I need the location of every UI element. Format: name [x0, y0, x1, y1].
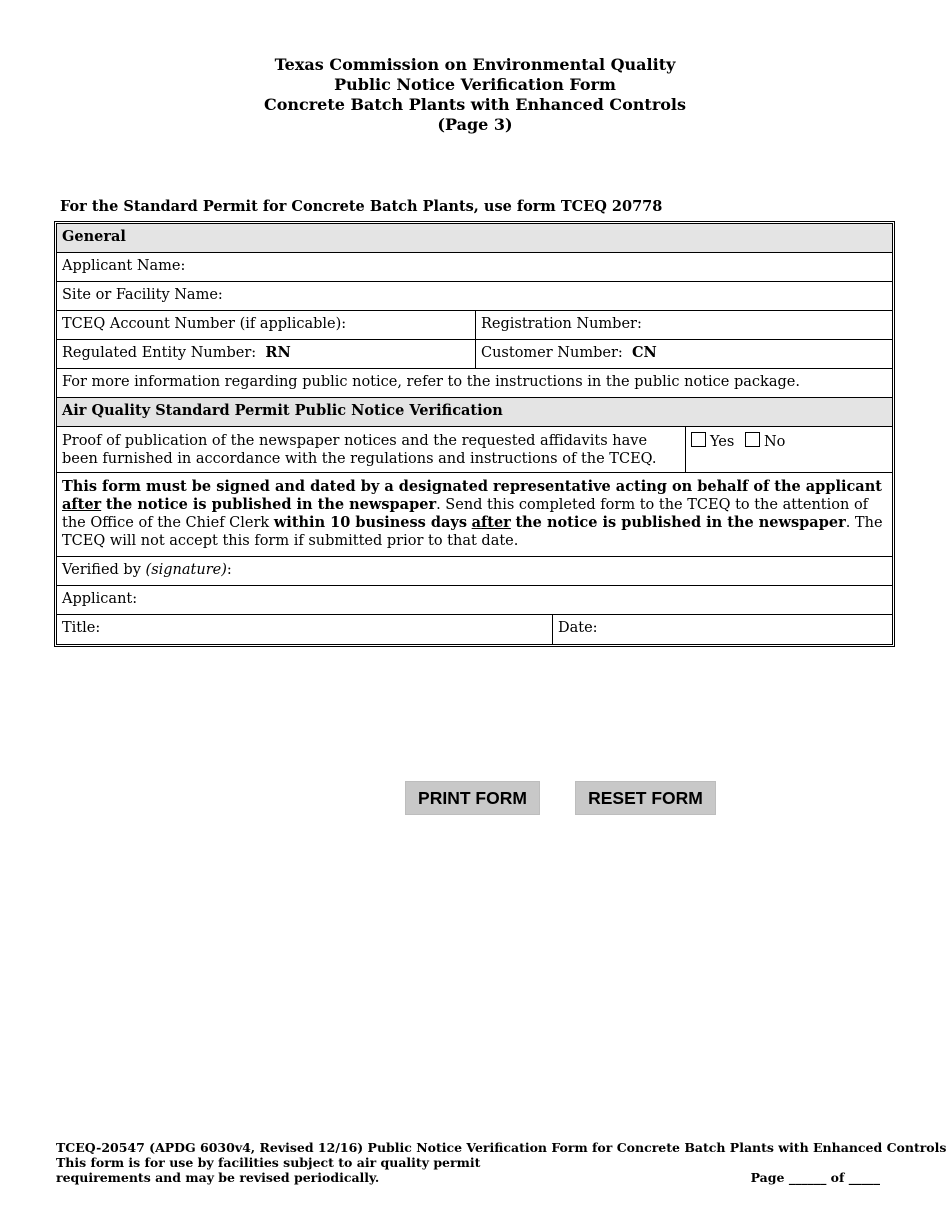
- public-notice-info: For more information regarding public notice, refer to the instructions in the public notice package.: [62, 374, 800, 390]
- verified-by-row[interactable]: [57, 557, 892, 586]
- account-number-label: TCEQ Account Number (if applicable):: [62, 316, 347, 332]
- signature-instructions: [57, 473, 892, 556]
- proof-row: [57, 427, 892, 473]
- no-checkbox[interactable]: [745, 432, 760, 447]
- title-page: (Page 3): [437, 115, 513, 134]
- applicant-name-label: Applicant Name:: [62, 258, 186, 274]
- date-label: Date:: [558, 620, 598, 636]
- title-agency: Texas Commission on Environmental Quality: [274, 55, 676, 74]
- footer-form-id: TCEQ-20547 (APDG 6030v4, Revised 12/16) Public Notice Verification Form for Concrete Batch Plants with Enhanced Controls: [56, 1140, 947, 1155]
- title-field[interactable]: [57, 615, 553, 644]
- stmt-p3: the notice is published in the newspaper: [105, 496, 437, 513]
- registration-number-field[interactable]: [476, 311, 892, 339]
- re-label: Regulated Entity Number:: [62, 345, 257, 361]
- cn-prefix: CN: [631, 344, 657, 361]
- stmt-p7: the notice is published in the newspaper: [515, 514, 846, 531]
- applicant-row[interactable]: [57, 586, 892, 615]
- yes-label: Yes: [710, 434, 735, 450]
- applicant-name-row[interactable]: [57, 253, 892, 282]
- title-plant-type: Concrete Batch Plants with Enhanced Controls: [263, 95, 687, 114]
- form-title: [0, 55, 950, 135]
- footer-usage-2: requirements and may be revised periodically.: [56, 1170, 380, 1185]
- verification-heading: Air Quality Standard Permit Public Notice Verification: [62, 402, 503, 419]
- re-prefix: RN: [265, 344, 291, 361]
- title-date-row: [57, 615, 892, 644]
- date-field[interactable]: [553, 615, 892, 644]
- signature-label: (signature): [145, 562, 227, 578]
- verification-form-table: [54, 221, 895, 647]
- stmt-p4: . Send this completed form to the TCEQ to the attention of the Office of the Chief Clerk: [62, 497, 869, 531]
- site-name-label: Site or Facility Name:: [62, 287, 223, 303]
- info-row: [57, 369, 892, 398]
- footer-usage-1: This form is for use by facilities subject to air quality permit: [56, 1155, 481, 1170]
- general-heading: General: [62, 228, 126, 245]
- standard-permit-note: For the Standard Permit for Concrete Batch Plants, use form TCEQ 20778: [60, 198, 663, 215]
- site-name-row[interactable]: [57, 282, 892, 311]
- verified-by-colon: :: [226, 562, 232, 578]
- title-form-name: Public Notice Verification Form: [334, 75, 616, 94]
- cn-label: Customer Number:: [481, 345, 623, 361]
- general-section-header: [57, 224, 892, 253]
- stmt-p6: after: [471, 514, 511, 531]
- print-form-button[interactable]: PRINT FORM: [405, 781, 540, 815]
- yes-checkbox[interactable]: [691, 432, 706, 447]
- signature-instructions-row: [57, 473, 892, 557]
- customer-number-field[interactable]: [476, 340, 892, 368]
- stmt-p8: . The TCEQ will not accept this form if submitted prior to that date.: [62, 515, 883, 549]
- applicant-label: Applicant:: [62, 591, 138, 607]
- stmt-p5: within 10 business days: [273, 514, 468, 531]
- no-label: No: [763, 434, 786, 450]
- account-registration-row: [57, 311, 892, 340]
- re-cn-row: [57, 340, 892, 369]
- proof-choice: [686, 427, 892, 472]
- registration-number-label: Registration Number:: [481, 316, 642, 332]
- verification-section-header: [57, 398, 892, 427]
- verified-by-field: [57, 557, 237, 585]
- proof-text: Proof of publication of the newspaper notices and the requested affidavits have been furnished in accordance with the regulations and instructions of the TCEQ.: [57, 427, 686, 472]
- account-number-field[interactable]: [57, 311, 476, 339]
- page-number: Page ______ of _____: [750, 1170, 880, 1185]
- reset-form-button[interactable]: RESET FORM: [575, 781, 716, 815]
- title-label: Title:: [62, 620, 101, 636]
- verified-by-label: Verified by: [62, 562, 141, 578]
- regulated-entity-field[interactable]: [57, 340, 476, 368]
- stmt-p2: after: [62, 496, 102, 513]
- stmt-p1: This form must be signed and dated by a designated representative acting on behalf of the applicant: [62, 478, 882, 495]
